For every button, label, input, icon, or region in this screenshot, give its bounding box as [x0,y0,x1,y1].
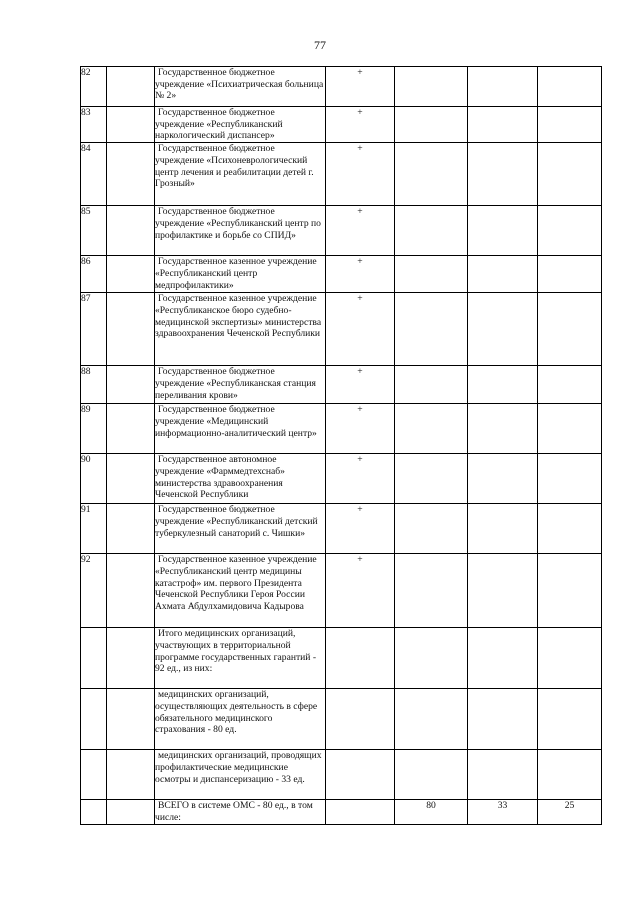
table-row [81,206,602,256]
organizations-table [80,66,602,825]
organization-name: Государственное бюджетное учреждение «Психиатрическая больница № 2» [155,67,326,107]
empty-cell [395,366,468,404]
empty-cell [395,293,468,366]
code-cell [107,554,155,628]
code-cell [107,366,155,404]
code-cell [107,143,155,206]
empty-cell [538,750,602,800]
row-number: 84 [81,143,107,206]
table-row [81,554,602,628]
row-number: 89 [81,404,107,454]
value-third-count: 25 [538,800,602,825]
table-row [81,67,602,107]
table-row [81,143,602,206]
empty-cell [538,256,602,293]
participation-mark: + [326,504,395,554]
summary-prof-row [81,750,602,800]
empty-cell [468,554,538,628]
table-row [81,366,602,404]
participation-mark: + [326,454,395,504]
empty-cell [468,366,538,404]
summary-total-text: Итого медицинских организаций, участвующих в территориальной программе государственных гарантий - 92 ед., из них: [155,628,326,689]
table-row [81,107,602,143]
summary-vsego-row [81,800,602,825]
summary-oms-row [81,689,602,750]
participation-mark: + [326,107,395,143]
summary-body [81,628,602,825]
code-cell [107,628,155,689]
empty-cell [538,554,602,628]
empty-cell [326,628,395,689]
empty-cell [468,256,538,293]
row-number: 91 [81,504,107,554]
organization-name: Государственное бюджетное учреждение «Республиканский наркологический диспансер» [155,107,326,143]
empty-cell [395,206,468,256]
organization-name: Государственное казенное учреждение «Республиканское бюро судебно-медицинской экспертизы» министерства здравоохранения Чеченской Республики [155,293,326,366]
empty-cell [538,689,602,750]
code-cell [107,800,155,825]
code-cell [107,67,155,107]
row-number: 86 [81,256,107,293]
organization-name: Государственное бюджетное учреждение «Республиканский центр по профилактике и борьбе со СПИД» [155,206,326,256]
code-cell [107,107,155,143]
table-row [81,256,602,293]
summary-oms-text: медицинских организаций, осуществляющих деятельность в сфере обязательного медицинского страхования - 80 ед. [155,689,326,750]
empty-cell [538,504,602,554]
value-prof-count: 33 [468,800,538,825]
empty-cell [395,256,468,293]
empty-cell [326,800,395,825]
table-row [81,293,602,366]
row-number: 82 [81,67,107,107]
organization-name: Государственное бюджетное учреждение «Республиканская станция переливания крови» [155,366,326,404]
organization-name: Государственное бюджетное учреждение «Медицинский информационно-аналитический центр» [155,404,326,454]
row-number: 92 [81,554,107,628]
participation-mark: + [326,404,395,454]
empty-cell [468,404,538,454]
empty-cell [468,454,538,504]
summary-prof-text: медицинских организаций, проводящих профилактические медицинские осмотры и диспансеризацию - 33 ед. [155,750,326,800]
empty-cell [538,366,602,404]
empty-cell [395,554,468,628]
empty-cell [326,750,395,800]
code-cell [107,689,155,750]
empty-cell [395,689,468,750]
participation-mark: + [326,366,395,404]
organization-name: Государственное автономное учреждение «Фарммедтехснаб» министерства здравоохранения Чеченской Республики [155,454,326,504]
code-cell [107,293,155,366]
empty-cell [468,293,538,366]
empty-cell [468,206,538,256]
num-cell [81,800,107,825]
empty-cell [395,454,468,504]
row-number: 90 [81,454,107,504]
row-number: 87 [81,293,107,366]
participation-mark: + [326,293,395,366]
empty-cell [538,67,602,107]
empty-cell [468,504,538,554]
code-cell [107,750,155,800]
organization-name: Государственное бюджетное учреждение «Психоневрологический центр лечения и реабилитации детей г. Грозный» [155,143,326,206]
empty-cell [468,143,538,206]
empty-cell [538,107,602,143]
organization-name: Государственное казенное учреждение «Республиканский центр медицины катастроф» им. первого Президента Чеченской Республики Героя России Ахмата Абдулхамидовича Кадырова [155,554,326,628]
num-cell [81,750,107,800]
num-cell [81,628,107,689]
empty-cell [395,143,468,206]
value-oms-count: 80 [395,800,468,825]
code-cell [107,454,155,504]
empty-cell [538,404,602,454]
empty-cell [468,67,538,107]
summary-vsego-text: ВСЕГО в системе ОМС - 80 ед., в том числе: [155,800,326,825]
code-cell [107,504,155,554]
code-cell [107,256,155,293]
participation-mark: + [326,67,395,107]
table-row [81,504,602,554]
empty-cell [468,628,538,689]
empty-cell [395,750,468,800]
participation-mark: + [326,256,395,293]
organization-name: Государственное казенное учреждение «Республиканский центр медпрофилактики» [155,256,326,293]
empty-cell [395,628,468,689]
empty-cell [395,504,468,554]
table-body [81,67,602,628]
empty-cell [538,628,602,689]
row-number: 88 [81,366,107,404]
participation-mark: + [326,554,395,628]
empty-cell [538,206,602,256]
num-cell [81,689,107,750]
page-number: 77 [314,38,326,52]
empty-cell [468,750,538,800]
summary-total-row [81,628,602,689]
empty-cell [395,404,468,454]
empty-cell [468,107,538,143]
empty-cell [395,107,468,143]
organization-name: Государственное бюджетное учреждение «Республиканский детский туберкулезный санаторий с. Чишки» [155,504,326,554]
empty-cell [326,689,395,750]
participation-mark: + [326,143,395,206]
table-row [81,454,602,504]
participation-mark: + [326,206,395,256]
empty-cell [468,689,538,750]
code-cell [107,404,155,454]
table-row [81,404,602,454]
empty-cell [538,454,602,504]
row-number: 85 [81,206,107,256]
code-cell [107,206,155,256]
row-number: 83 [81,107,107,143]
empty-cell [538,293,602,366]
empty-cell [538,143,602,206]
empty-cell [395,67,468,107]
